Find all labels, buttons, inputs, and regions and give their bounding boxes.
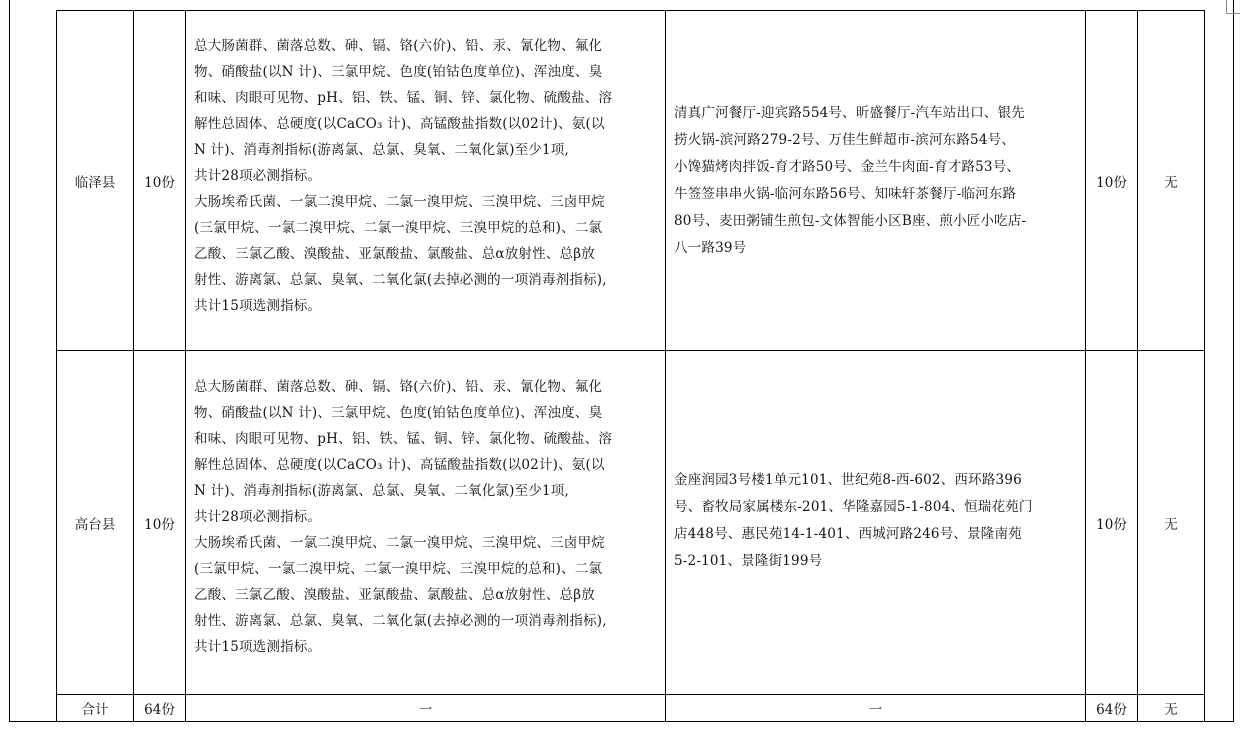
total-items-cell <box>186 695 665 721</box>
total-remark: 无 <box>1164 702 1178 718</box>
count-cell <box>134 351 185 694</box>
table-border-bottom <box>9 721 1234 722</box>
optional-items-line: 射性、游离氯、总氯、臭氧、二氧化氯(去掉必测的一项消毒剂指标), <box>194 613 607 629</box>
optional-items-line: 射性、游离氯、总氯、臭氧、二氧化氯(去掉必测的一项消毒剂指标), <box>194 272 607 288</box>
total-count-cell <box>134 695 185 721</box>
items-cell <box>194 33 660 319</box>
remark-value: 无 <box>1164 174 1178 191</box>
optional-items-line: 共计15项选测指标。 <box>194 639 322 655</box>
sample-count-value: 10份 <box>1096 174 1127 191</box>
row-divider <box>56 350 1205 351</box>
sample-count-cell <box>1086 11 1137 350</box>
count-value: 10份 <box>144 516 175 533</box>
optional-items-line: (三氯甲烷、一氯二溴甲烷、二氯一溴甲烷、三溴甲烷的总和)、二氯 <box>194 561 603 577</box>
total-label: 合计 <box>81 702 109 718</box>
address-line: 捞火锅-滨河路279-2号、万佳生鲜超市-滨河东路54号、 <box>674 132 1016 148</box>
required-items-line: 和味、肉眼可见物、pH、铝、铁、锰、铜、锌、氯化物、硫酸盐、溶 <box>194 431 613 447</box>
optional-items-line: (三氯甲烷、一氯二溴甲烷、二氯一溴甲烷、三溴甲烷的总和)、二氯 <box>194 220 603 236</box>
table-border-top <box>56 10 1205 11</box>
address-line: 八一路39号 <box>674 240 747 256</box>
address-cell <box>674 100 1080 262</box>
required-items-line: 总大肠菌群、菌落总数、砷、镉、铬(六价)、铅、汞、氰化物、氟化 <box>194 38 603 54</box>
table-border-right <box>1233 0 1234 722</box>
total-items-dash: 一 <box>418 702 433 718</box>
count-cell <box>134 11 185 350</box>
total-count: 64份 <box>144 702 175 718</box>
items-cell <box>194 374 660 660</box>
page-corner-marker <box>1226 0 1227 14</box>
remark-cell <box>1138 351 1204 694</box>
county-cell <box>57 351 133 694</box>
optional-items-line: 乙酸、三氯乙酸、溴酸盐、亚氯酸盐、氯酸盐、总α放射性、总β放 <box>194 587 595 603</box>
column-divider <box>1204 10 1205 722</box>
address-line: 店448号、惠民苑14-1-401、西城河路246号、景隆南苑 <box>674 526 1022 542</box>
column-divider <box>185 10 186 722</box>
address-line: 牛签签串串火锅-临河东路56号、知味轩茶餐厅-临河东路 <box>674 186 1017 202</box>
total-addresses-cell <box>666 695 1085 721</box>
address-line: 号、畜牧局家属楼东-201、华隆嘉园5-1-804、恒瑞花苑门 <box>674 499 1033 515</box>
address-line: 金座润园3号楼1单元101、世纪苑8-西-602、西环路396 <box>674 472 1022 488</box>
address-line: 5-2-101、景隆街199号 <box>674 553 823 569</box>
required-items-line: 物、硝酸盐(以N 计)、三氯甲烷、色度(铂钴色度单位)、浑浊度、臭 <box>194 405 603 421</box>
address-line: 80号、麦田粥铺生煎包-文体智能小区B座、煎小匠小吃店- <box>674 213 1027 229</box>
total-remark-cell <box>1138 695 1204 721</box>
required-items-line: N 计)、消毒剂指标(游离氯、总氯、臭氧、二氧化氯)至少1项, <box>194 142 569 158</box>
remark-value: 无 <box>1164 516 1178 533</box>
page-corner-marker <box>1226 13 1240 14</box>
required-items-line: N 计)、消毒剂指标(游离氯、总氯、臭氧、二氧化氯)至少1项, <box>194 483 569 499</box>
required-items-line: 物、硝酸盐(以N 计)、三氯甲烷、色度(铂钴色度单位)、浑浊度、臭 <box>194 64 603 80</box>
sample-count-value: 10份 <box>1096 516 1127 533</box>
required-items-line: 解性总固体、总硬度(以CaCO₃ 计)、高锰酸盐指数(以02计)、氨(以 <box>194 116 605 132</box>
optional-items-line: 乙酸、三氯乙酸、溴酸盐、亚氯酸盐、氯酸盐、总α放射性、总β放 <box>194 246 595 262</box>
total-label-cell <box>57 695 133 721</box>
address-line: 清真广河餐厅-迎宾路554号、昕盛餐厅-汽车站出口、银先 <box>674 105 1025 121</box>
address-line: 小馋猫烤肉拌饭-育才路50号、金兰牛肉面-育才路53号、 <box>674 159 1021 175</box>
county-name: 高台县 <box>74 516 116 533</box>
total-sample-count: 64份 <box>1096 702 1127 718</box>
required-items-line: 共计28项必测指标。 <box>194 168 322 184</box>
table-border-left <box>9 0 10 722</box>
required-items-line: 解性总固体、总硬度(以CaCO₃ 计)、高锰酸盐指数(以02计)、氨(以 <box>194 457 605 473</box>
count-value: 10份 <box>144 174 175 191</box>
total-sample-count-cell <box>1086 695 1137 721</box>
optional-items-line: 大肠埃希氏菌、一氯二溴甲烷、二氯一溴甲烷、三溴甲烷、三卤甲烷 <box>194 535 605 551</box>
required-items-line: 总大肠菌群、菌落总数、砷、镉、铬(六价)、铅、汞、氰化物、氟化 <box>194 379 603 395</box>
county-cell <box>57 11 133 350</box>
required-items-line: 共计28项必测指标。 <box>194 509 322 525</box>
address-cell <box>674 467 1080 575</box>
remark-cell <box>1138 11 1204 350</box>
sample-count-cell <box>1086 351 1137 694</box>
column-divider <box>665 10 666 722</box>
county-name: 临泽县 <box>74 174 116 191</box>
optional-items-line: 大肠埃希氏菌、一氯二溴甲烷、二氯一溴甲烷、三溴甲烷、三卤甲烷 <box>194 194 605 210</box>
total-addresses-dash: 一 <box>868 702 883 718</box>
required-items-line: 和味、肉眼可见物、pH、铝、铁、锰、铜、锌、氯化物、硫酸盐、溶 <box>194 90 613 106</box>
optional-items-line: 共计15项选测指标。 <box>194 298 322 314</box>
